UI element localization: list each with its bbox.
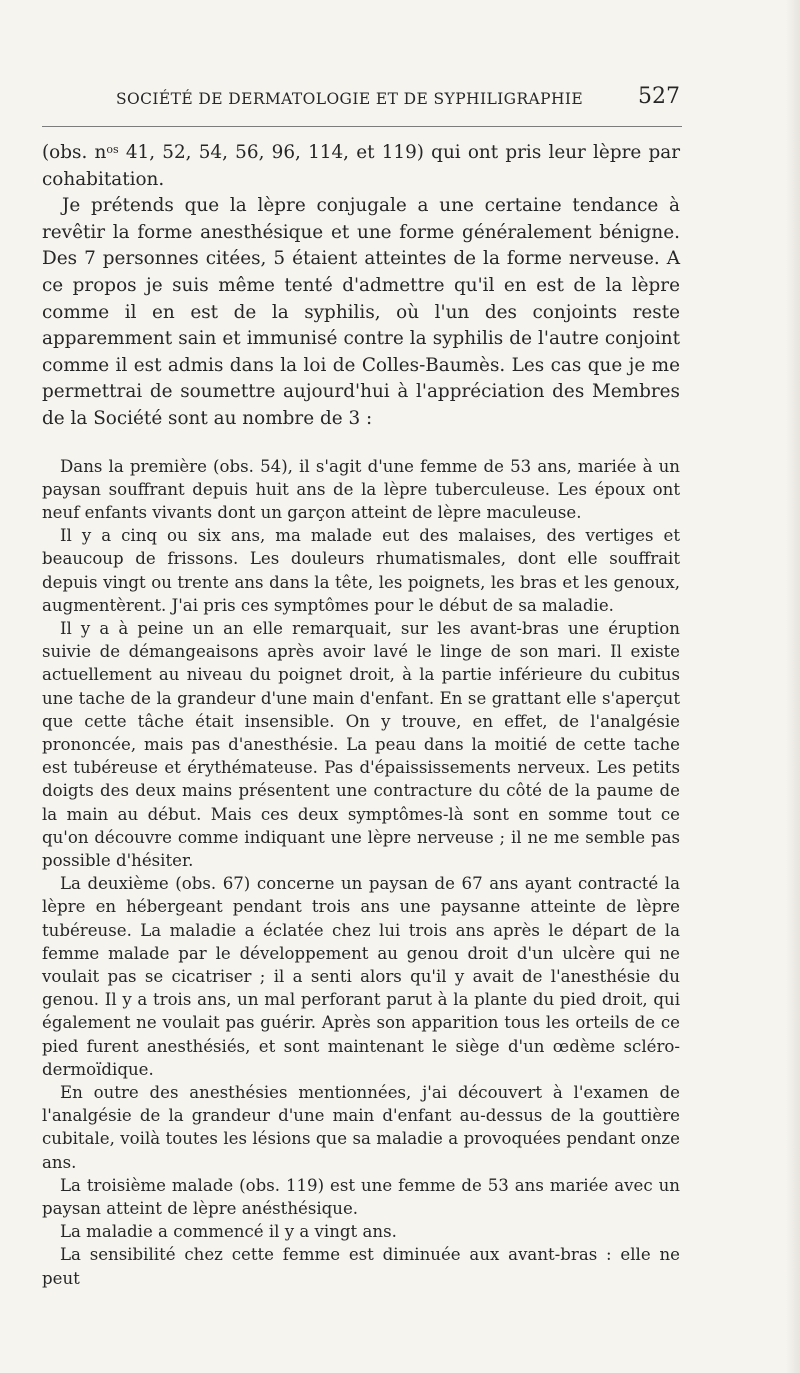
- case-reports: [42, 455, 680, 1290]
- paragraph-cohabitation: [42, 140, 680, 193]
- case-paragraph: La maladie a commencé il y a vingt ans.: [60, 1222, 397, 1242]
- lead-paragraphs: [42, 140, 680, 433]
- obs-list: 41, 52, 54, 56, 96, 114, et 119) qui ont pris leur lèpre par cohabitation.: [42, 142, 680, 190]
- page-edge-shadow: [786, 0, 800, 1373]
- obs-prefix: (obs. n: [42, 142, 107, 163]
- obs-superscript: os: [106, 143, 119, 156]
- running-title: SOCIÉTÉ DE DERMATOLOGIE ET DE SYPHILIGRAPHIE: [116, 90, 584, 108]
- case-paragraph: La sensibilité chez cette femme est diminuée aux avant-bras : elle ne peut: [42, 1245, 680, 1288]
- case-paragraph: Il y a à peine un an elle remarquait, sur les avant-bras une éruption suivie de démangeaisons après avoir lavé le linge de son mari. Il existe actuellement au niveau du poignet droit, à la partie inférieure du cubitus une tache de la grandeur d'une main d'enfant. En se grattant elle s'aperçut que cette tâche était insensible. On y trouve, en effet, de l'analgésie prononcée, mais pas d'anesthésie. La peau dans la moitié de cette tache est tubéreuse et érythémateuse. Pas d'épaississements nerveux. Les petits doigts des deux mains présentent une contracture du côté de la paume de la main au début. Mais ces deux symptômes-là sont en somme tout ce qu'on découvre comme indiquant une lèpre nerveuse ; il ne me semble pas possible d'hésiter.: [42, 618, 680, 870]
- header-rule: [42, 126, 682, 127]
- paragraph-conjugal-leprosy: Je prétends que la lèpre conjugale a une certaine tendance à revêtir la forme anesthésique et une forme généralement bénigne. Des 7 personnes citées, 5 étaient atteintes de la forme nerveuse. A ce propos je suis même tenté d'admettre qu'il en est de la lèpre comme il en est de la syphilis, où l'un des conjoints reste apparemment sain et immunisé contre la syphilis de l'autre conjoint comme il est admis dans la loi de Colles-Baumès. Les cas que je me permettrai de soumettre aujourd'hui à l'appréciation des Membres de la Société sont au nombre de 3 :: [42, 195, 680, 429]
- case-paragraph: Il y a cinq ou six ans, ma malade eut des malaises, des vertiges et beaucoup de frissons. Les douleurs rhumatismales, dont elle souffrait depuis vingt ou trente ans dans la tête, les poignets, les bras et les genoux, augmentèrent. J'ai pris ces symptômes pour le début de sa maladie.: [42, 526, 680, 615]
- case-paragraph: La troisième malade (obs. 119) est une femme de 53 ans mariée avec un paysan atteint de lèpre anésthésique.: [42, 1175, 680, 1219]
- case-paragraph: La deuxième (obs. 67) concerne un paysan de 67 ans ayant contracté la lèpre en hébergeant pendant trois ans une paysanne atteinte de lèpre tubéreuse. La maladie a éclatée chez lui trois ans après le départ de la femme malade par le développement au genou droit d'un ulcère qui ne voulait pas se cicatriser ; il a senti alors qu'il y avait de l'anesthésie du genou. Il y a trois ans, un mal perforant parut à la plante du pied droit, qui également ne voulait pas guérir. Après son apparition tous les orteils de ce pied furent anesthésiés, et sont maintenant le siège d'un œdème scléro-dermoïdique.: [42, 874, 680, 1079]
- case-paragraph: En outre des anesthésies mentionnées, j'ai découvert à l'examen de l'analgésie de la grandeur d'une main d'enfant au-dessus de la gouttière cubitale, voilà toutes les lésions que sa maladie a provoquées pendant onze ans.: [42, 1083, 680, 1172]
- page-number: 527: [638, 84, 680, 109]
- running-head: [42, 84, 682, 118]
- case-paragraph: Dans la première (obs. 54), il s'agit d'une femme de 53 ans, mariée à un paysan souffrant depuis huit ans de la lèpre tuberculeuse. Les époux ont neuf enfants vivants dont un garçon atteint de lèpre maculeuse.: [42, 456, 680, 522]
- body-text: [42, 140, 680, 1290]
